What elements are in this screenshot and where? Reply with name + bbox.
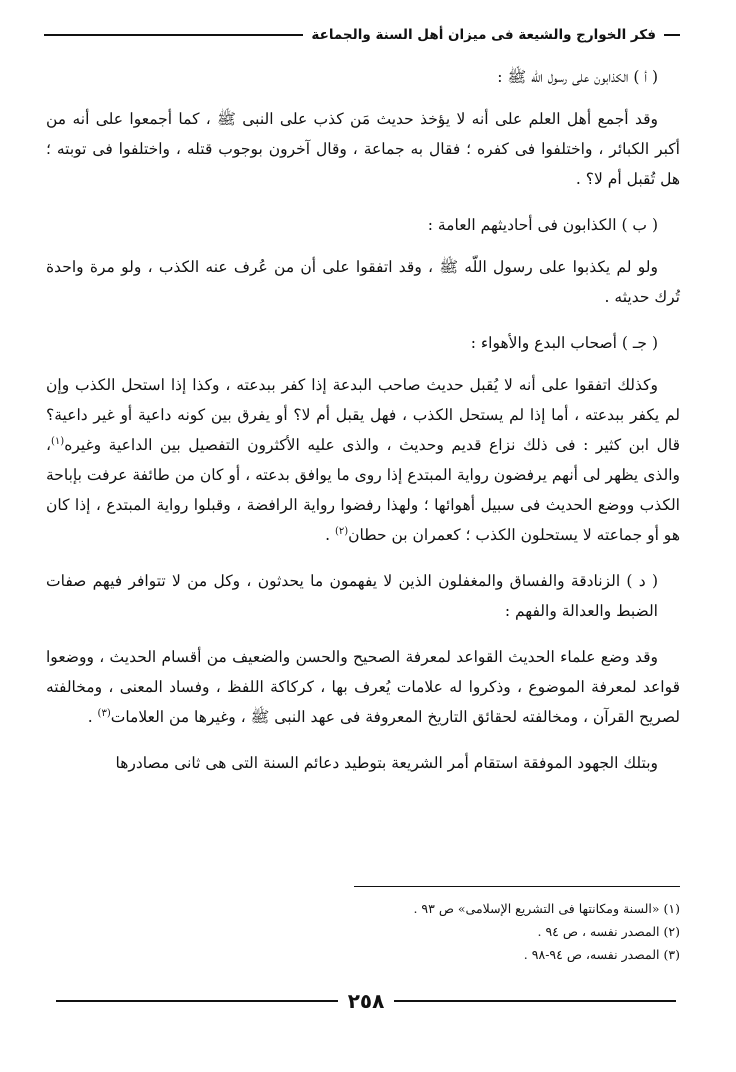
running-header [44,20,680,50]
paragraph-text: ، والذى يظهر لى أنهم يرفضون رواية المبتدع إذا روى ما يوافق بدعته ، أو كان من طائفة عرفت بإباحة الكذب ووضع الحديث فى سبيل أهوائها ؛ ولهذا رفضوا رواية الرافضة ، وقبلوا رواية المبتدع ، إذا كان هو أو جماعته لا يستحلون الكذب ؛ كعمران بن حطان [46,436,680,544]
paragraph-text: وقد وضع علماء الحديث القواعد لمعرفة الصحيح والحسن والضعيف من أقسام الحديث ، ووضعوا قواعد لمعرفة الموضوع ، وذكروا له علامات يُعرف بها ، كركاكة اللفظ ، وفساد المعنى ، ومخالفته لصريح القرآن ، ومخالفته لحقائق التاريخ المعروفة فى عهد النبى ﷺ ، وغيرها من العلامات [46,648,680,726]
page-number: ٢٥٨ [347,989,385,1013]
section-heading-d: ( د ) الزنادقة والفساق والمغفلون الذين لا يفهمون ما يحدثون ، وكل من لا تتوافر فيهم صفات الضبط والعدالة والفهم : [46,572,658,620]
footnote-ref: (٢) [334,525,349,537]
section-heading-c: ( جـ ) أصحاب البدع والأهواء : [470,334,658,352]
section-heading-a: ( أ ) الكذابون على رسول اللّه ﷺ : [497,68,658,86]
footnote-ref: (١) [51,435,65,447]
paragraph: وبتلك الجهود الموفقة استقام أمر الشريعة بتوطيد دعائم السنة التى هى ثانى مصادرها [115,754,658,772]
footer-rule-right [394,1000,676,1002]
paragraph [46,642,680,732]
footer-rule-left [56,1000,338,1002]
paragraph [46,370,680,550]
page-footer [56,986,676,1016]
footnote: (١) «السنة ومكانتها فى التشريع الإسلامى» ص ٩٣ . [413,901,680,916]
footnote: (٢) المصدر نفسه ، ص ٩٤ . [537,924,680,939]
paragraph: ولو لم يكذبوا على رسول اللّه ﷺ ، وقد اتفقوا على أن من عُرف عنه الكذب ، ولو مرة واحدة تُرك حديثه . [46,258,680,306]
paragraph-end: . [325,526,335,544]
paragraph: وقد أجمع أهل العلم على أنه لا يؤخذ حديث مَن كذب على النبى ﷺ ، كما أجمعوا على أنه من أكبر الكبائر ، واختلفوا فى كفره ؛ فقال به جماعة ، وقال آخرون بوجوب قتله ، واختلفوا فى توبته ؛ هل تُقبل أم لا؟ . [46,110,680,188]
paragraph-end: . [87,708,98,726]
running-title: فكر الخوارج والشيعة فى ميزان أهل السنة والجماعة [311,27,656,43]
section-heading-b: ( ب ) الكذابون فى أحاديثهم العامة : [427,216,658,234]
footnote-ref: (٣) [97,707,111,719]
header-rule-right [664,34,680,36]
page-body [46,62,680,794]
footnote: (٣) المصدر نفسه، ص ٩٤-٩٨ . [523,947,680,962]
paragraph-text: وكذلك اتفقوا على أنه لا يُقبل حديث صاحب البدعة إذا كفر ببدعته ، وكذا إذا استحل الكذب وإن لم يكفر ببدعته ، أما إذا لم يستحل الكذب ، فهل يقبل أم لا؟ أو يفرق بين كونه داعية أو غير داعية؟ قال ابن كثير : فى ذلك نزاع قديم وحديث ، والذى عليه الأكثرون التفصيل بين الداعية وغيره [46,376,680,454]
header-rule-left [44,34,303,36]
footnotes [354,886,680,966]
